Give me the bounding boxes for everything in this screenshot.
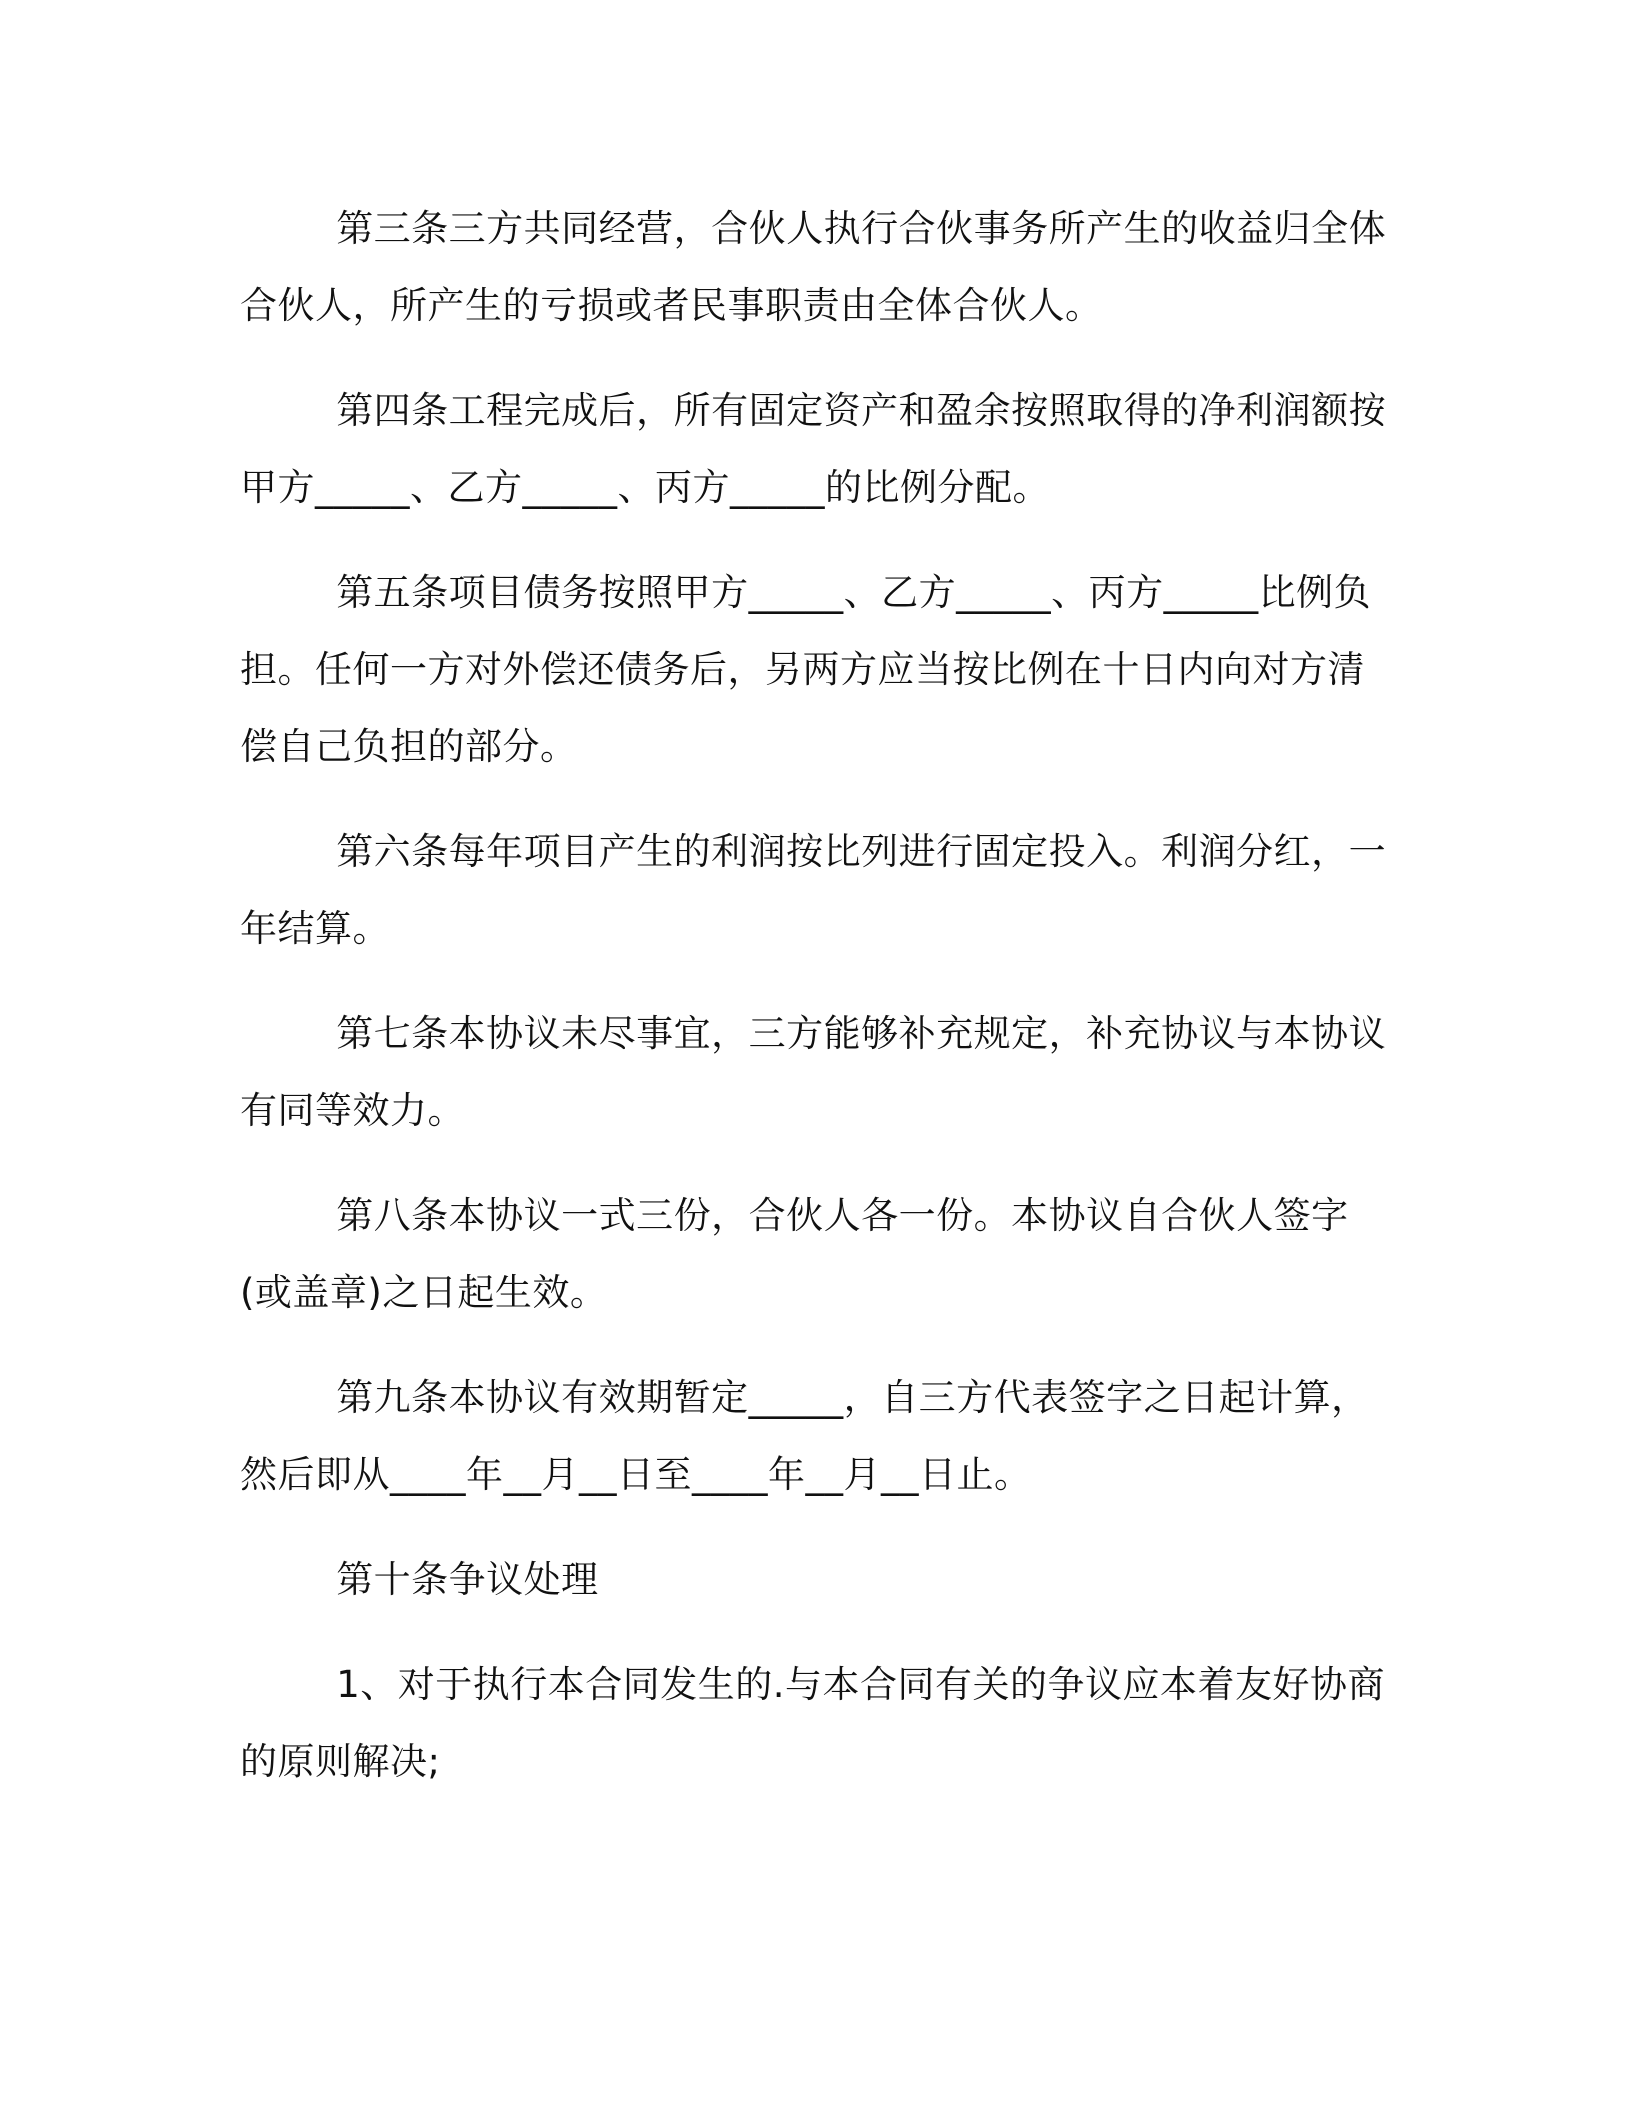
article-9-paragraph: 第九条本协议有效期暂定_____，自三方代表签字之日起计算，然后即从____年__月__日至____年__月__日止。 [240,1376,1369,1496]
article-7-paragraph: 第七条本协议未尽事宜，三方能够补充规定，补充协议与本协议有同等效力。 [240,1012,1387,1132]
article-10-heading: 第十条争议处理 [336,1558,599,1601]
article-5-paragraph: 第五条项目债务按照甲方_____、乙方_____、丙方_____比例负担。任何一方对外偿还债务后，另两方应当按比例在十日内向对方清偿自己负担的部分。 [240,571,1372,768]
article-3-paragraph: 第三条三方共同经营，合伙人执行合伙事务所产生的收益归全体合伙人，所产生的亏损或者民事职责由全体合伙人。 [240,207,1387,327]
article-8-paragraph: 第八条本协议一式三份，合伙人各一份。本协议自合伙人签字(或盖章)之日起生效。 [240,1194,1349,1314]
article-4-paragraph: 第四条工程完成后，所有固定资产和盈余按照取得的净利润额按甲方_____、乙方_____、丙方_____的比例分配。 [240,389,1387,509]
article-10-item-1: 1、对于执行本合同发生的.与本合同有关的争议应本着友好协商的原则解决; [240,1663,1385,1783]
document-page [240,190,1390,1828]
article-6-paragraph: 第六条每年项目产生的利润按比列进行固定投入。利润分红，一年结算。 [240,830,1387,950]
